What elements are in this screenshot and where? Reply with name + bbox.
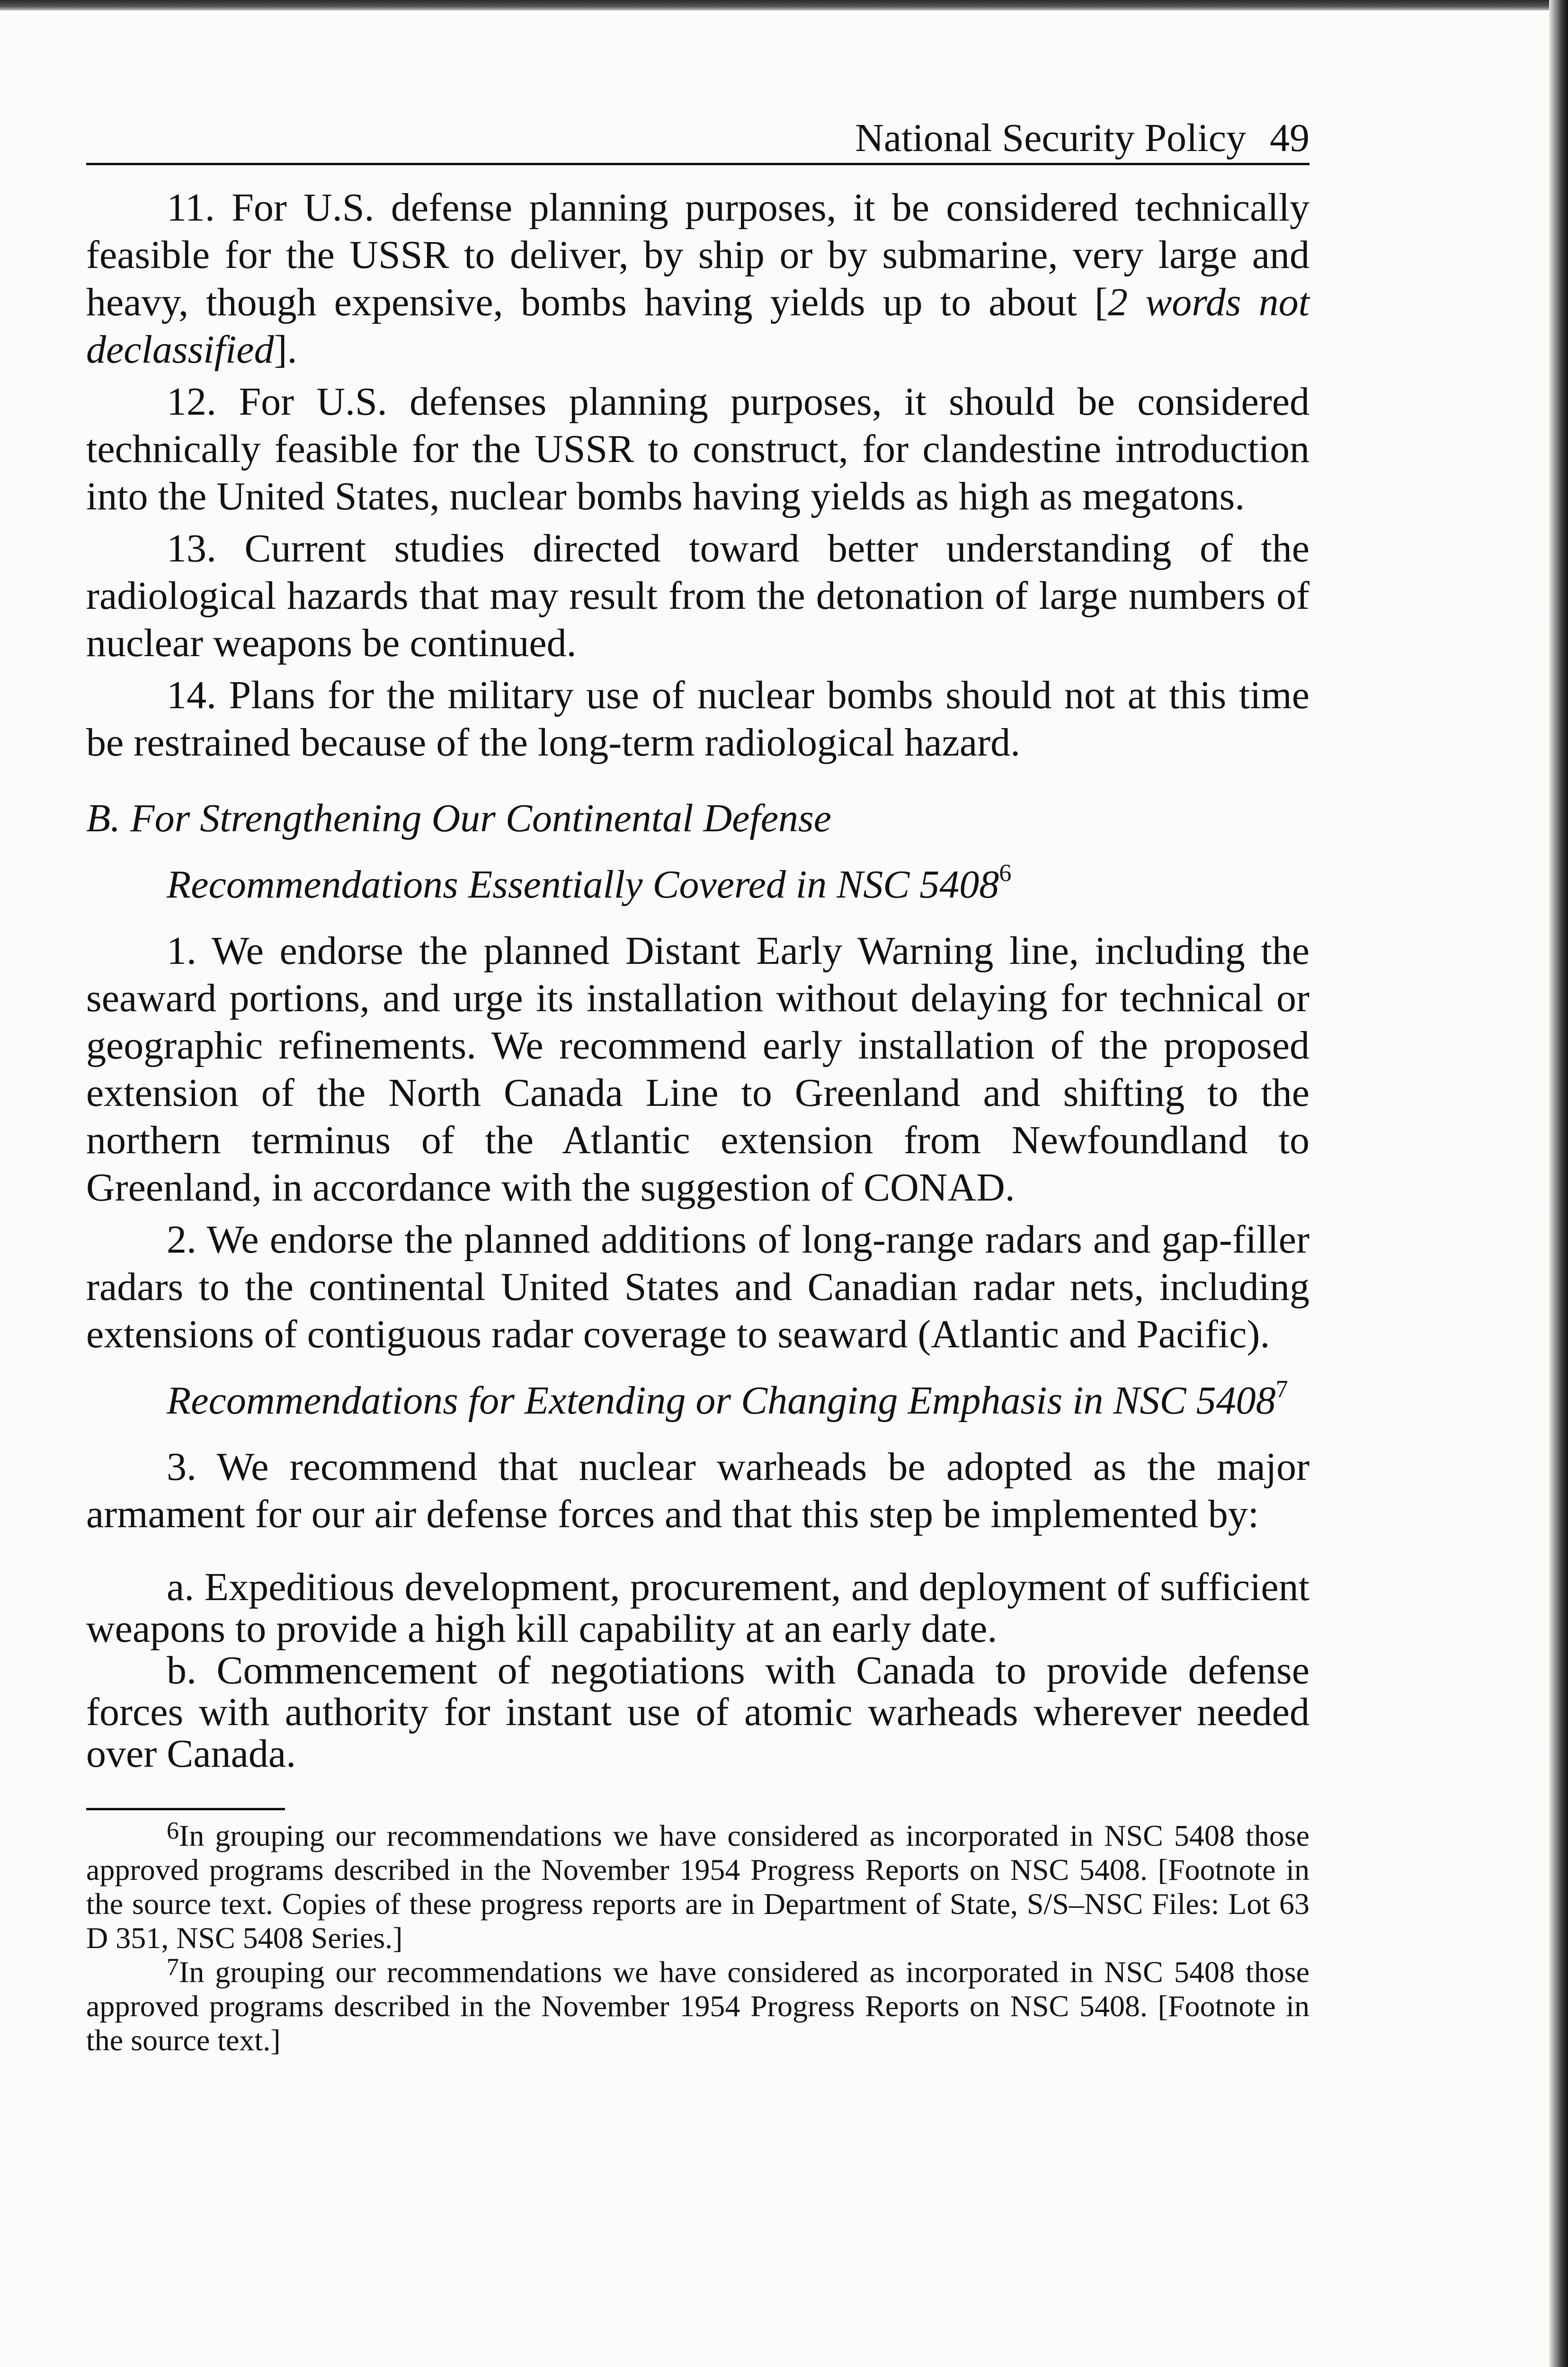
section-heading-b: B. For Strengthening Our Continental Defense [86,796,832,840]
footnote-6: $^6$In grouping our recommendations we have considered as incorporated in NSC 5408 those approved programs described in the November 1954 Progress Reports on NSC 5408. [Footnote in the source text. Copies of these progress reports are in Department of State, S/S–NSC Files: Lot 63 D 351, NSC 5408 Series.] [86,1817,1310,1955]
scan-top-edge [0,0,1568,10]
paragraph-11: 11. For U.S. defense planning purposes, it be considered technically feasible for the USSR to deliver, by ship or by submarine, very large and heavy, though expensive, bombs having yields up to about [2 words not declassified]. [86,186,1310,372]
paragraph-13: 13. Current studies directed toward better understanding of the radiological hazards that may result from the detonation of large numbers of nuclear weapons be continued. [86,526,1310,665]
footnote-7: $^7$In grouping our recommendations we have considered as incorporated in NSC 5408 those approved programs described in the November 1954 Progress Reports on NSC 5408. [Footnote in the source text.] [86,1954,1310,2057]
document-page [86,118,1310,2057]
subheading-extending: Recommendations for Extending or Changing Emphasis in NSC 5408$^7$ [167,1376,1288,1423]
recommendation-3: 3. We recommend that nuclear warheads be adopted as the major armament for our air defense forces and that this step be implemented by: [86,1445,1310,1536]
running-title: National Security Policy [855,116,1246,160]
redaction-note: 2 words not declassified [86,280,1310,372]
footnote-ref-6: 6 [999,860,1012,887]
subheading-covered: Recommendations Essentially Covered in NSC 5408$^6$ [167,860,1012,907]
paragraph-14: 14. Plans for the military use of nuclear bombs should not at this time be restrained because of the long-term radiological hazard. [86,673,1310,765]
footnote-ref-7: 7 [1275,1376,1288,1403]
recommendation-2: 2. We endorse the planned additions of long-range radars and gap-filler radars to the continental United States and Canadian radar nets, including extensions of contiguous radar coverage to seaward (Atlantic and Pacific). [86,1218,1310,1356]
sub-item-b: b. Commencement of negotiations with Canada to provide defense forces with authority for instant use of atomic warheads wherever needed over Canada. [86,1648,1310,1776]
footnote-rule [86,1808,285,1810]
scan-binding-edge [1549,0,1568,2367]
recommendation-1: 1. We endorse the planned Distant Early Warning line, including the seaward portions, and urge its installation without delaying for technical or geographic refinements. We recommend early installation of the proposed extension of the North Canada Line to Greenland and shifting to the northern terminus of the Atlantic extension from Newfoundland to Greenland, in accordance with the suggestion of CONAD. [86,929,1310,1210]
sub-item-a: a. Expeditious development, procurement, and deployment of sufficient weapons to provide a high kill capability at an early date. [86,1565,1310,1651]
running-header [86,118,1310,165]
paragraph-12: 12. For U.S. defenses planning purposes, it should be considered technically feasible for the USSR to construct, for clandestine introduction into the United States, nuclear bombs having yields as high as megatons. [86,380,1310,518]
page-number: 49 [1270,116,1310,160]
